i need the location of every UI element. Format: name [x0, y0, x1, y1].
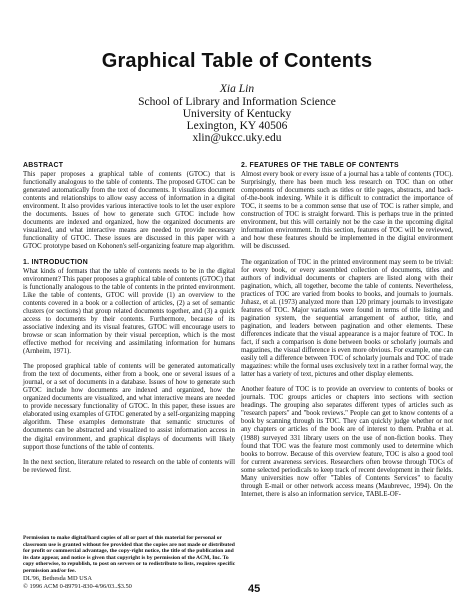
copyright-notice — [23, 535, 237, 591]
abstract-text: This paper proposes a graphical table of contents (GTOC) that is functionally analogous to the table of contents. The proposed GTOC can be generated automatically from the text of documents. It visualizes document contents and relationships to allow easy access of information in a digital environment. It also provides various interactive tools to let the user explore the documents. Issues of how to generate such GTOC include how documents are indexed and organized, how the organized documents are visualized, and what interactive means are needed to provide necessary functionality of GTOC. These issues are discussed in this paper with a GTOC prototype based on Kohonen's self-organizing feature map algorithm. — [23, 171, 235, 251]
abstract-heading: ABSTRACT — [23, 162, 64, 169]
introduction-heading: 1. INTRODUCTION — [23, 258, 88, 266]
permission-text: Permission to make digital/hard copies of all or part of this material for personal or classroom use is granted without fee provided that the copies are not made or distributed for profit or commercial advantage, the copy-right notice, the title of the publication and its date appear, and notice is given that copyright is by permission of the ACM, Inc. To copy otherwise, to republish, to post on servers or to redistribute to lists, requires specific permission and/or fee. — [23, 535, 236, 574]
paper-title: Graphical Table of Contents — [101, 50, 373, 72]
conference-line: DL'96, Bethesda MD USA — [23, 574, 92, 582]
author-city: Lexington, KY 40506 — [186, 120, 288, 132]
features-paragraph-2: The organization of TOC in the printed environment may seem to be trivial: for every book, or every assembled collection of documents, titles and authors of individual documents or chapters are listed along with their pagination, which, all together, become the table of contents. Nevertheless, practices of TOC are varied from books to books, and journals to journals. Juhasz, et al. (1973) analyzed more than 120 primary journals to investigate features of TOC. Major variations were found in terms of title listing and pagination system, the sequential arrangement of author, title, and pagination, and leaders between pagination and other elements. These differences indicate that the visual appearance is a major feature of TOC. In fact, if such a comparison is done between books or scholarly journals and magazines, the visual difference is even more obvious. For example, one can easily tell a difference between TOC of scholarly journals and TOC of trade magazines: while the formal uses exclusively text in a rather formal way, the latter has a variety of text, pictures and other display elements. — [241, 258, 453, 379]
author-affiliation: School of Library and Information Science — [138, 96, 336, 108]
author-email: xlin@ukcc.uky.edu — [192, 132, 282, 144]
intro-paragraph-3: In the next section, literature related to research on the table of contents will be reviewed first. — [23, 458, 235, 474]
page-number: 45 — [248, 583, 261, 595]
left-column — [23, 162, 235, 482]
intro-paragraph-2: The proposed graphical table of contents will be generated automatically from the text of documents, either from a book, one or several issues of a journal, or a set of documents in a database. Issues of how to generate such GTOC include how documents are indexed and organized, how the organized documents are visualized, and what interactive means are needed to provide necessary functionality of GTOC. In this paper, these issues are elaborated using examples of GTOC generated by a self-organizing mapping algorithm. These examples demonstrate that semantic structures of documents can be abstracted and visualized to assist information access in the digital environment, and graphical displays of documents will likely support those functions of the table of contents. — [23, 363, 235, 451]
features-paragraph-3: Another feature of TOC is to provide an overview to contents of books or journals. TOC groups articles or chapters into sections with section headings. The grouping also separates different types of articles such as "research papers" and "book reviews." People can get to know contents of a book by scanning through its TOC. They can quickly judge whether or not any chapters or articles of the book are of interest to them. Prabha et al. (1988) surveyed 331 library users on the use of non-fiction books. They found that TOC was the feature most commonly used to determine which books to borrow. Because of this overview feature, TOC is also a good tool for current awareness services. Researchers often browse through TOCs of some selected periodicals to keep track of recent development in their fields. Many universities now offer "Tables of Contents Services" to faculty through E-mail or other network access means (Maubrevec, 1994). On the Internet, there is also an information service, TABLE-OF- — [241, 386, 453, 498]
author-name: Xia Lin — [219, 83, 255, 95]
author-university: University of Kentucky — [182, 108, 292, 120]
features-heading: 2. FEATURES OF THE TABLE OF CONTENTS — [241, 162, 399, 169]
copyright-line: © 1996 ACM 0-89791-830-4/96/03..$3.50 — [23, 583, 132, 591]
intro-paragraph-1: What kinds of formats that the table of contents needs to be in the digital environment? This paper proposes a graphical table of contents (GTOC) that is functionally analogous to the table of contents in the printed environment. Like the table of contents, GTOC will provide (1) an overview to the contents covered in a book or a collection of articles, (2) a set of semantic clusters (or sections) that group related documents together, and (3) a quick access to documents by their contents. Furthermore, because of its associative indexing and its visual features, GTOC will encourage users to browse or scan information by their visual perception, which is the most effective method for receiving and assimilating information for humans (Arnheim, 1971). — [23, 267, 235, 356]
features-paragraph-1: Almost every book or every issue of a journal has a table of contents (TOC). Surprisingly, there has been much less research on TOC than on other components of documents such as titles or title pages, abstracts, and back-of-the-book indexing. While it is difficult to contradict the importance of TOC, it seems to be a common sense that use of TOC is rather simple, and construction of TOC is straight forward. This is perhaps true in the printed environment, but this will certainly not be the case in the upcoming digital information environment. In this section, features of TOC will be reviewed, and how these features should be implemented in the digital environment will be discussed. — [241, 171, 453, 251]
right-column — [241, 162, 453, 506]
